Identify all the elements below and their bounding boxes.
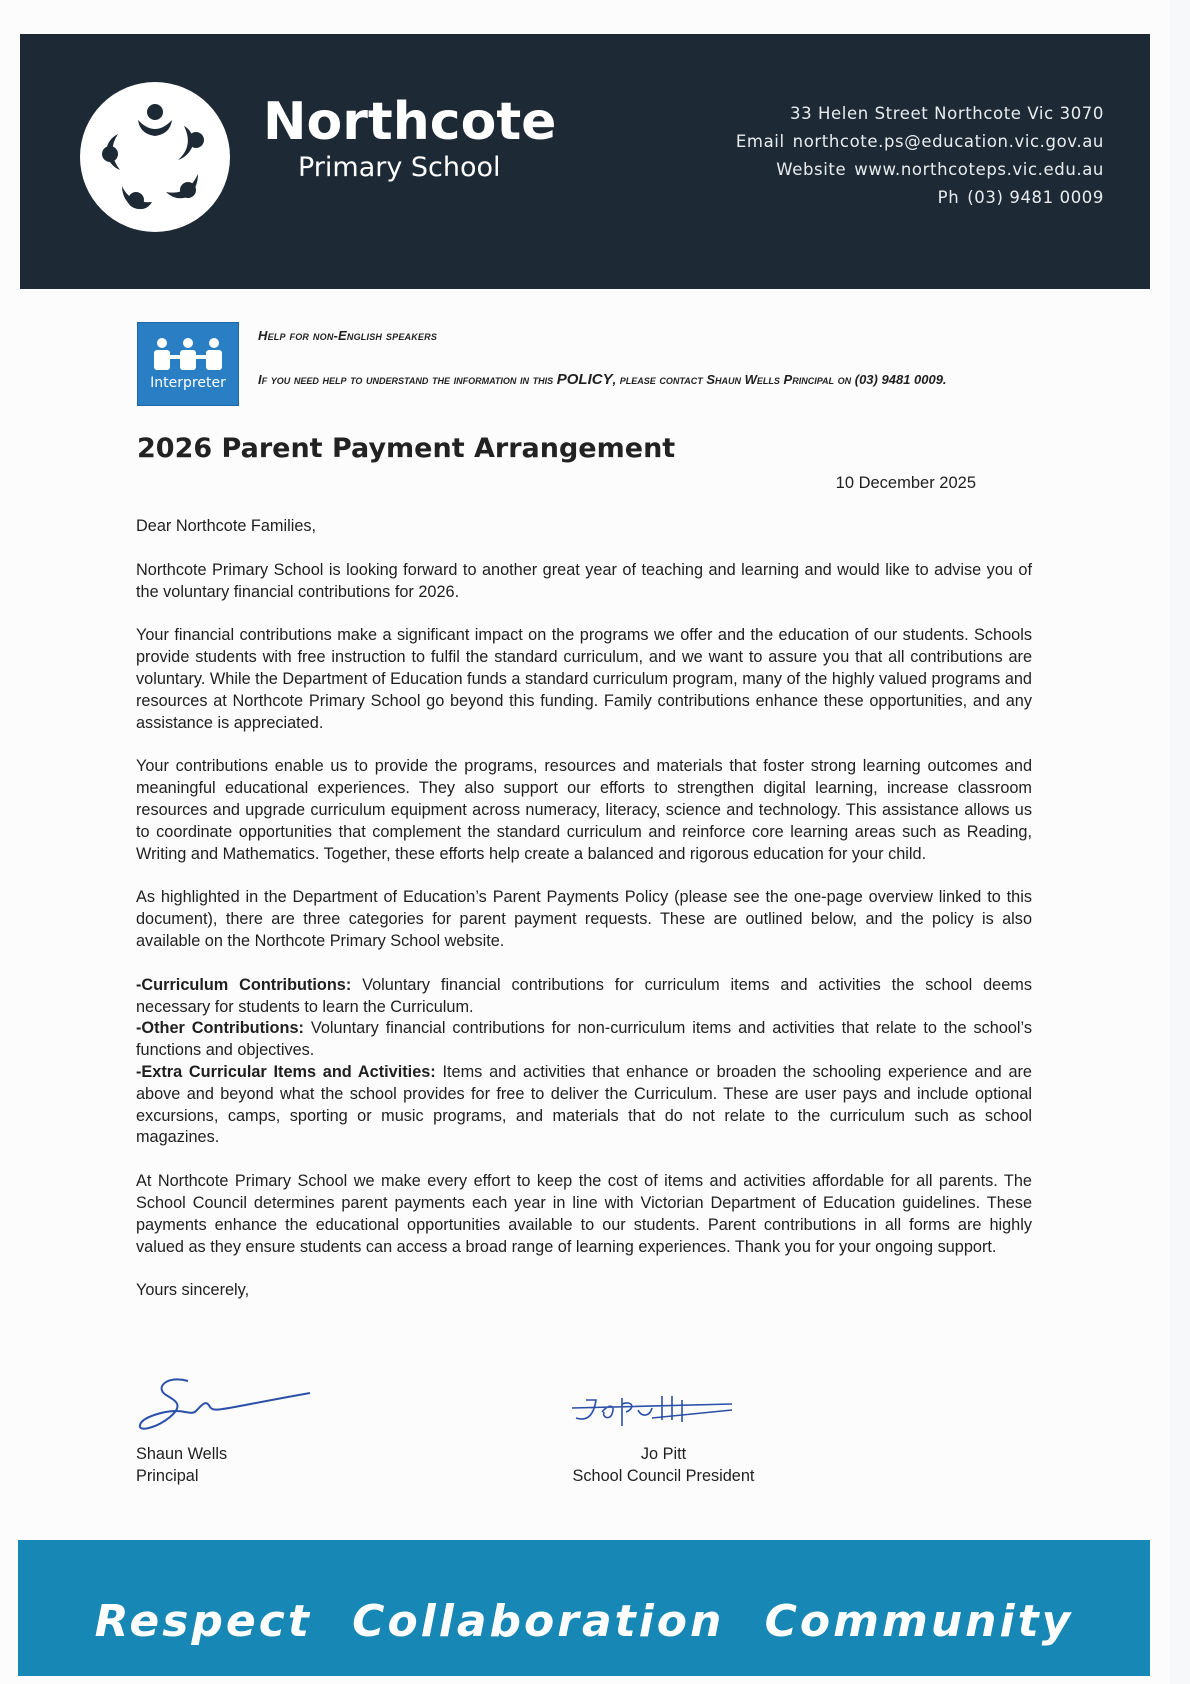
paragraph-5: At Northcote Primary School we make every effort to keep the cost of items and activities affordable for all parents. The School Council determines parent payments each year in line with Victorian Department of Education guidelines. These payments enhance the educational opportunities available to our students. Parent contributions in all forms are highly valued as they ensure students can access a broad range of learning experiences. Thank you for your ongoing support. [136,1172,1032,1256]
school-name: Northcote [263,92,557,152]
principal-name: Shaun Wells [136,1445,228,1463]
category-curriculum-label: -Curriculum Contributions: [136,975,352,994]
payment-categories [136,975,1032,1149]
contact-block [736,100,1104,212]
category-extra-curricular [136,1062,1032,1149]
principal-role: Principal [136,1467,199,1485]
letterhead [20,34,1150,289]
school-subtitle: Primary School [298,152,501,183]
phone-line [736,184,1104,212]
category-extra-text: Items and activities that enhance or broaden the schooling experience and are above and beyond what the school provides for free to deliver the Curriculum. These are user pays and include optional excursions, camps, sporting or music programs, and materials that do not relate to the curriculum such as school magazines. [136,1062,1032,1147]
category-other-label: -Other Contributions: [136,1019,304,1038]
website-line [736,156,1104,184]
president-role: School Council President [572,1467,755,1485]
interpreter-label: Interpreter [150,375,226,391]
paragraph-4: As highlighted in the Department of Education’s Parent Payments Policy (please see the one-page overview linked to this document), there are three categories for parent payment requests. These are outlined below, and the policy is also available on the Northcote Primary School website. [136,888,1032,950]
president-signoff [566,1443,761,1487]
paragraph-2: Your financial contributions make a significant impact on the programs we offer and the education of our students. Schools provide students with free instruction to fulfil the standard curriculum, and we want to assure you that all contributions are voluntary. While the Department of Education funds a standard curriculum program, many of the highly valued programs and resources at Northcote Primary School go beyond this funding. Family contributions enhance these opportunities, and any assistance is appreciated. [136,626,1032,732]
paragraph-1: Northcote Primary School is looking forward to another great year of teaching and learning and would like to advise you of the voluntary financial contributions for 2026. [136,560,1032,601]
principal-signature-icon [136,1373,316,1443]
president-signature-icon [566,1390,746,1440]
help-text-part2: , please contact Shaun Wells Principal on (03) 9481 0009. [612,372,947,387]
footer-banner [18,1540,1150,1676]
help-text [258,370,1038,390]
address: 33 Helen Street Northcote Vic 3070 [789,104,1104,123]
help-text-part1: If you need help to understand the information in this [258,372,557,387]
category-extra-label: -Extra Curricular Items and Activities: [136,1062,436,1081]
email-link[interactable]: northcote.ps@education.vic.gov.au [792,132,1104,151]
website-label: Website [776,160,847,179]
email-line [736,128,1104,156]
principal-signoff [136,1443,227,1487]
salutation: Dear Northcote Families, [136,517,317,535]
paragraph-3: Your contributions enable us to provide the programs, resources and materials that foster strong learning outcomes and meaningful educational experiences. They also support our efforts to strengthen digital learning, increase classroom resources and upgrade curriculum equipment across numeracy, literacy, science and technology. This assistance allows us to coordinate opportunities that complement the standard curriculum and reinforce core learning areas such as Reading, Writing and Mathematics. Together, these efforts help create a balanced and rigorous education for your child. [136,757,1032,863]
president-name: Jo Pitt [640,1445,687,1463]
website-link[interactable]: www.northcoteps.vic.edu.au [854,160,1104,179]
phone-label: Ph [937,188,960,207]
phone-number: (03) 9481 0009 [967,188,1104,207]
category-curriculum-text: Voluntary financial contributions for curriculum items and activities the school deems necessary for students to learn the Curriculum. [136,975,1032,1016]
category-curriculum [136,975,1032,1019]
closing: Yours sincerely, [136,1281,250,1300]
email-label: Email [735,132,785,151]
category-other [136,1018,1032,1062]
letter-date: 10 December 2025 [835,474,976,492]
letter-body [136,516,1032,1324]
school-motto: Respect Collaboration Community [94,1596,1074,1647]
interpreter-people-icon [148,337,228,371]
school-logo-icon [80,82,230,232]
interpreter-badge [137,322,239,406]
help-text-policy: POLICY [556,371,613,388]
help-title: Help for non-English speakers [258,328,438,343]
category-other-text: Voluntary financial contributions for non-curriculum items and activities that relate to the school’s functions and objectives. [136,1019,1033,1060]
letter-title: 2026 Parent Payment Arrangement [137,433,676,464]
